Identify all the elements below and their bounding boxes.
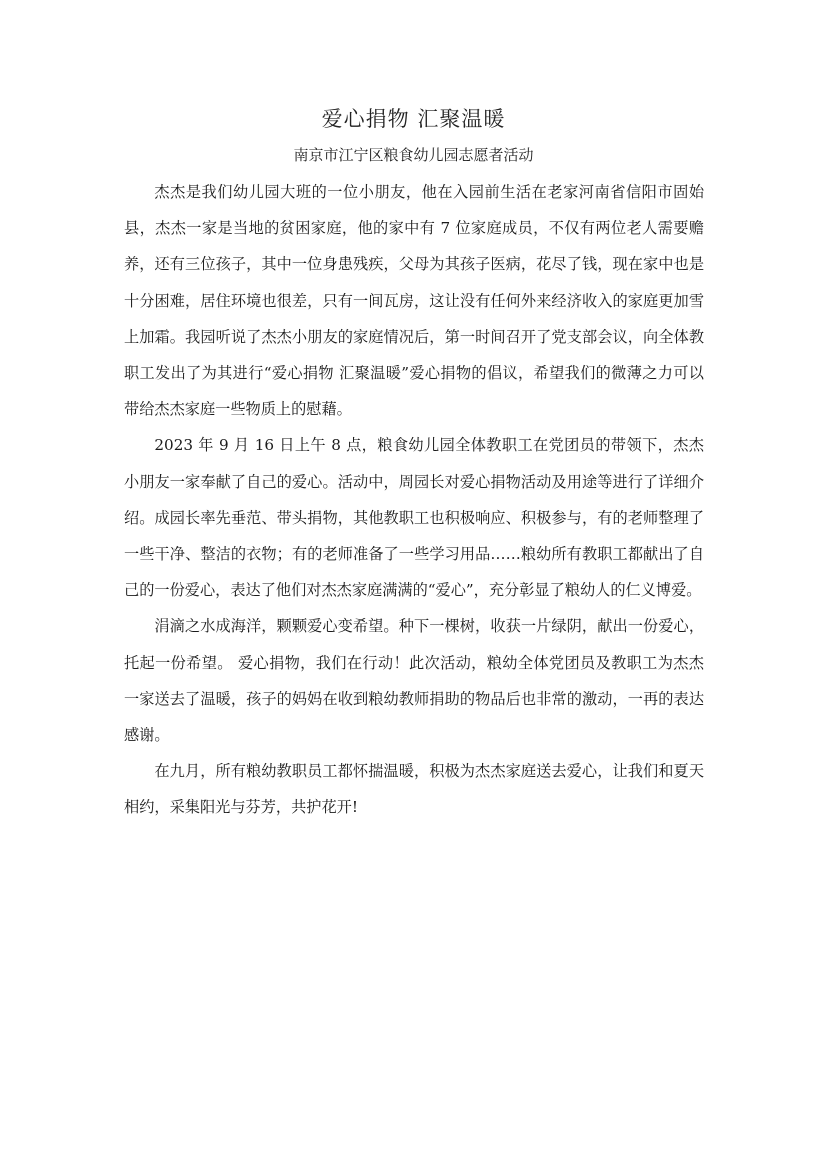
paragraph-4: 在九月，所有粮幼教职员工都怀揣温暖，积极为杰杰家庭送去爱心，让我们和夏天相约，采集阳光与芬芳，共护花开! bbox=[124, 762, 704, 817]
document-subtitle: 南京市江宁区粮食幼儿园志愿者活动 bbox=[293, 146, 534, 164]
paragraph-1: 杰杰是我们幼儿园大班的一位小朋友，他在入园前生活在老家河南省信阳市固始县，杰杰一家是当地的贫困家庭，他的家中有 7 位家庭成员，不仅有两位老人需要赡养，还有三位孩子，其中一位身患残疾，父母为其孩子医病，花尽了钱，现在家中也是十分困难，居住环境也很差，只有一间瓦房，这让没有任何外来经济收入的家庭更加雪上加霜。我园听说了杰杰小朋友的家庭情况后，第一时间召开了党支部会议，向全体教职工发出了为其进行“爱心捐物 汇聚温暖”爱心捐物的倡议，希望我们的微薄之力可以带给杰杰家庭一些物质上的慰藉。 bbox=[124, 183, 704, 419]
paragraph-2: 2023 年 9 月 16 日上午 8 点，粮食幼儿园全体教职工在党团员的带领下，杰杰小朋友一家奉献了自己的爱心。活动中，周园长对爱心捐物活动及用途等进行了详细介绍。成园长率先垂范、带头捐物，其他教职工也积极响应、积极参与，有的老师整理了一些干净、整洁的衣物；有的老师准备了一些学习用品……粮幼所有教职工都献出了自己的一份爱心，表达了他们对杰杰家庭满满的“爱心”，充分彰显了粮幼人的仁义博爱。 bbox=[124, 436, 704, 600]
paragraph-3: 涓滴之水成海洋，颗颗爱心变希望。种下一棵树，收获一片绿阴，献出一份爱心，托起一份希望。 爱心捐物，我们在行动！此次活动，粮幼全体党团员及教职工为杰杰一家送去了温暖，孩子的妈妈在收到粮幼教师捐助的物品后也非常的激动，一再的表达感谢。 bbox=[124, 617, 704, 745]
document-title: 爱心捐物 汇聚温暖 bbox=[321, 107, 506, 131]
document-body bbox=[124, 174, 704, 826]
